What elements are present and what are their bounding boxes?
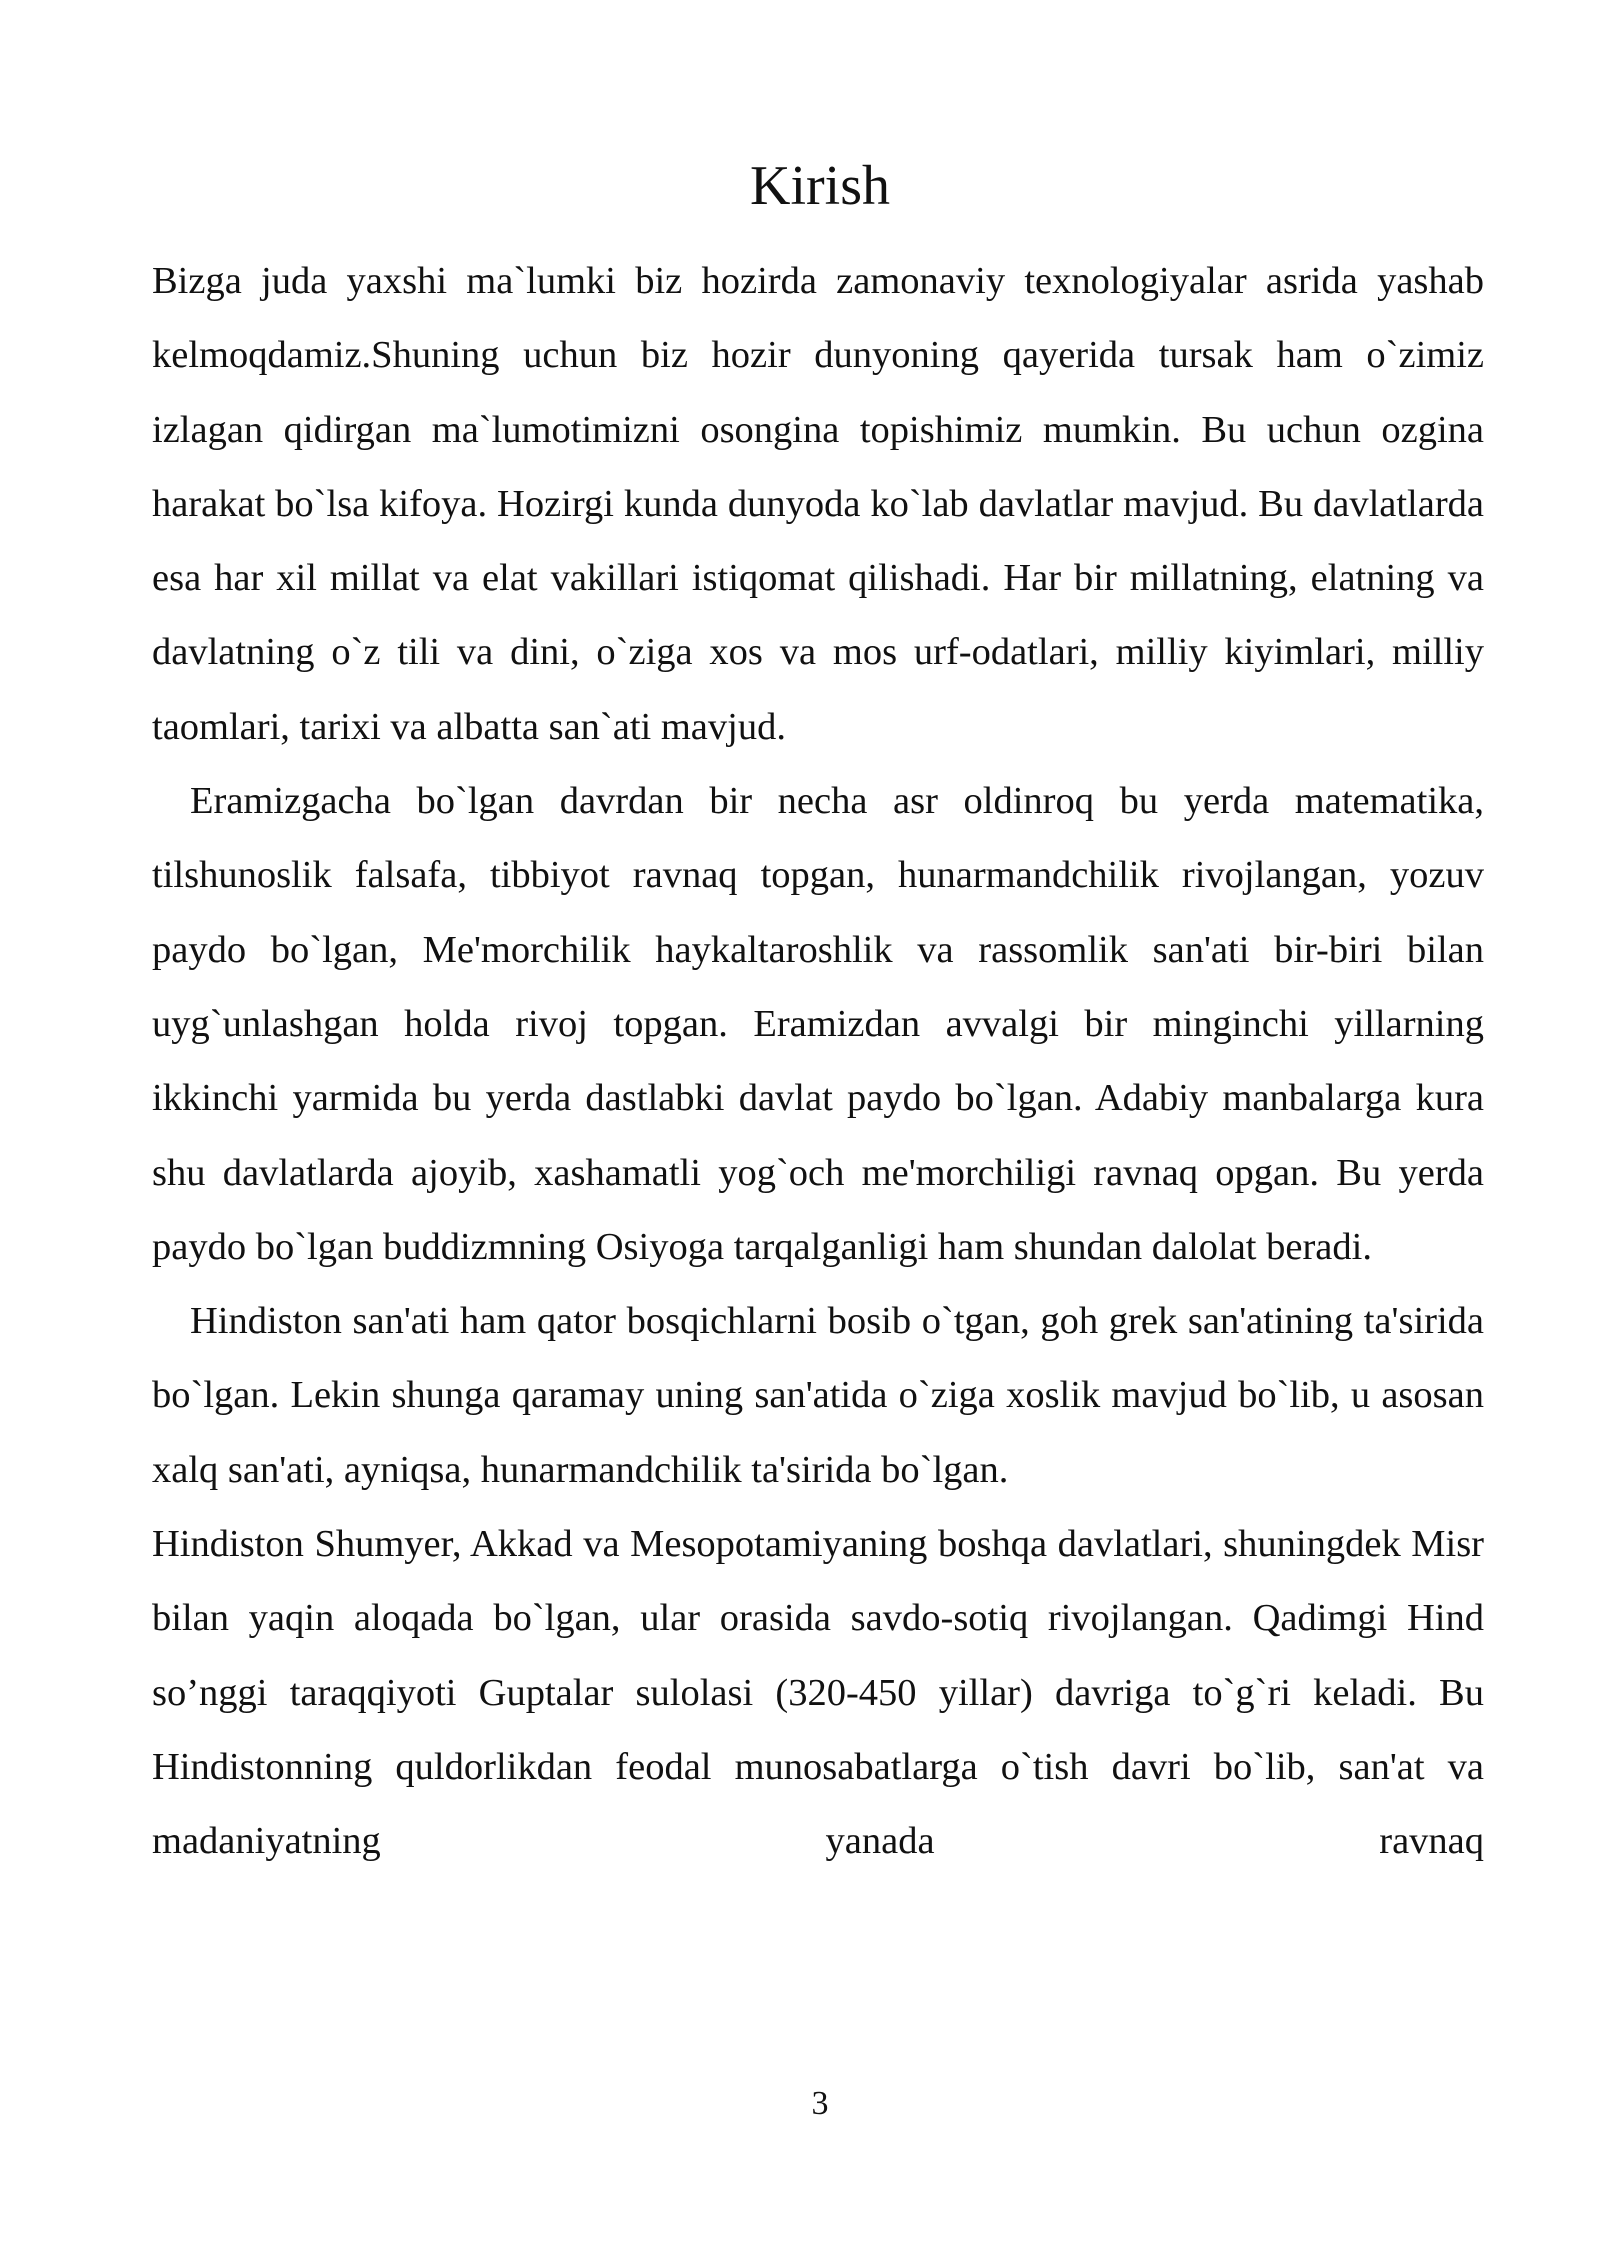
page-title: Kirish: [750, 155, 890, 217]
paragraph-intro: Bizga juda yaxshi ma`lumki biz hozirda zamonaviy texnologiyalar asrida yashab kelmoqdamiz.Shuning uchun biz hozir dunyoning qayerida tursak ham o`zimiz izlagan qidirgan ma`lumotimizni osongina topishimiz mumkin. Bu uchun ozgina harakat bo`lsa kifoya. Hozirgi kunda dunyoda ko`lab davlatlar mavjud. Bu davlatlarda esa har xil millat va elat vakillari istiqomat qilishadi. Har bir millatning, elatning va davlatning o`z tili va dini, o`ziga xos va mos urf-odatlari, milliy kiyimlari, milliy taomlari, tarixi va albatta san`ati mavjud.: [152, 260, 1484, 748]
paragraph-trade-relations: Hindiston Shumyer, Akkad va Mesopotamiyaning boshqa davlatlari, shuningdek Misr bilan yaqin aloqada bo`lgan, ular orasida savdo-sotiq rivojlangan. Qadimgi Hind so’nggi taraqqiyoti Guptalar sulolasi (320-450 yillar) davriga to`g`ri keladi. Bu Hindistonning quldorlikdan feodal munosabatlarga o`tish davri bo`lib, san'at va madaniyatning yanada ravnaq: [152, 1523, 1484, 1863]
paragraph-indian-art: Hindiston san'ati ham qator bosqichlarni bosib o`tgan, goh grek san'atining ta'sirida bo`lgan. Lekin shunga qaramay uning san'atida o`ziga xoslik mavjud bo`lib, u asosan xalq san'ati, ayniqsa, hunarmandchilik ta'sirida bo`lgan.: [152, 1300, 1484, 1491]
paragraph-ancient-history: Eramizgacha bo`lgan davrdan bir necha asr oldinroq bu yerda matematika, tilshunoslik falsafa, tibbiyot ravnaq topgan, hunarmandchilik rivojlangan, yozuv paydo bo`lgan, Me'morchilik haykaltaroshlik va rassomlik san'ati bir-biri bilan uyg`unlashgan holda rivoj topgan. Eramizdan avvalgi bir minginchi yillarning ikkinchi yarmida bu yerda dastlabki davlat paydo bo`lgan. Adabiy manbalarga kura shu davlatlarda ajoyib, xashamatli yog`och me'morchiligi ravnaq opgan. Bu yerda paydo bo`lgan buddizmning Osiyoga tarqalganligi ham shundan dalolat beradi.: [152, 780, 1484, 1268]
body-text: [152, 244, 1484, 1879]
page-number: 3: [811, 2085, 829, 2122]
